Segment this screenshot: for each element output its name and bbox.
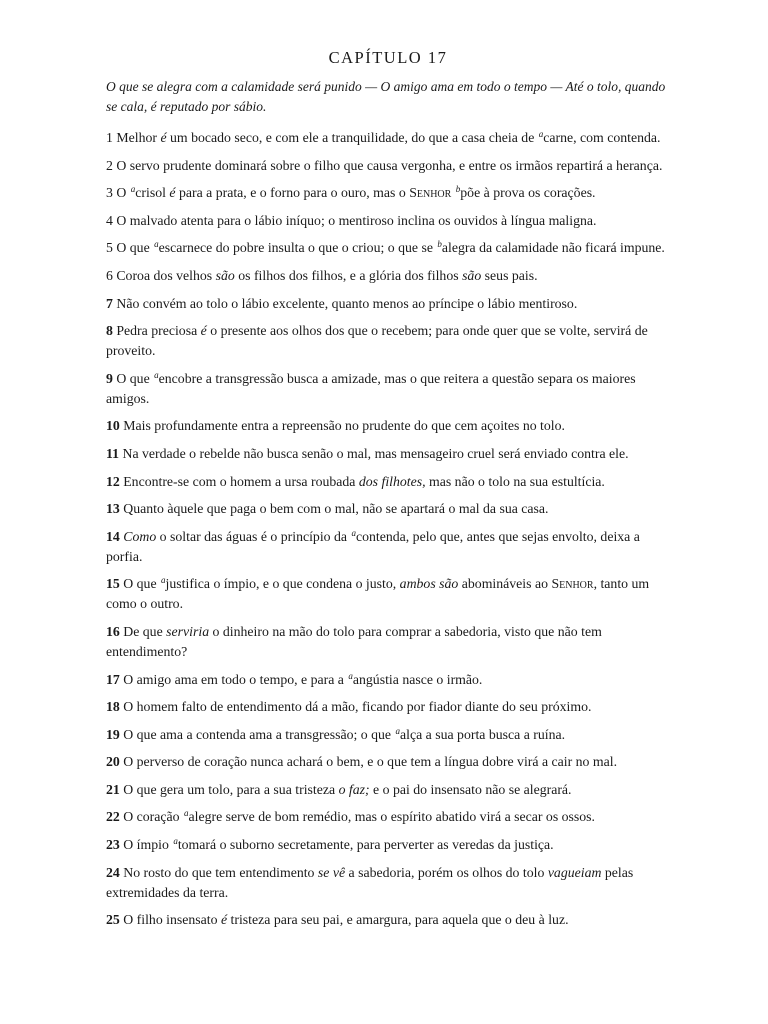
verse-text: Encontre-se com o homem a ursa roubada — [123, 473, 359, 489]
verse-text: escarnece do pobre insulta o que o criou; o que se — [158, 240, 437, 256]
footnote-marker: b — [455, 184, 461, 195]
verse-text: O que — [116, 240, 154, 256]
footnote-marker: a — [130, 184, 136, 195]
verse-number: 14 — [106, 528, 120, 544]
verse — [106, 416, 670, 436]
verse-text: alegre serve de bom remédio, mas o espírito abatido virá a secar os ossos. — [188, 809, 595, 825]
verse-italic-text: são — [215, 267, 235, 283]
verse-text: mas não o tolo na sua estultícia. — [425, 473, 605, 489]
verse — [106, 670, 670, 690]
verse-italic-text: é — [220, 912, 228, 928]
footnote-marker: a — [351, 527, 356, 538]
verse-text: De que — [123, 623, 167, 639]
verse-number: 1 — [106, 130, 113, 145]
verse — [106, 211, 670, 231]
verse-number: 10 — [106, 418, 120, 434]
verse-text: O filho insensato — [123, 912, 221, 928]
verse-smallcaps-text: Senhor — [409, 185, 452, 201]
verse — [106, 807, 670, 827]
verse-text: para a prata, e o forno para o ouro, mas o — [175, 185, 410, 201]
verse-number: 20 — [106, 754, 120, 770]
verse-number: 12 — [106, 473, 120, 489]
verse-number: 13 — [106, 501, 120, 517]
verse-text: tristeza para seu pai, e amargura, para aquela que o deu à luz. — [227, 912, 569, 928]
verse-text: Melhor — [116, 130, 161, 145]
verse-text: Não convém ao tolo o lábio excelente, quanto menos ao príncipe o lábio mentiroso. — [116, 295, 578, 311]
verse-text: O que gera um tolo, para a sua tristeza — [123, 781, 339, 797]
footnote-marker: a — [154, 239, 159, 250]
verse — [106, 752, 670, 772]
verse-text: O que — [116, 370, 154, 386]
verse-text: justifica o ímpio, e o que condena o justo, — [165, 576, 400, 592]
verse-text: angústia nasce o irmão. — [352, 671, 483, 687]
verse-text: e o pai do insensato não se alegrará. — [369, 781, 572, 797]
verse-number: 22 — [106, 809, 120, 825]
verse-italic-text: é — [200, 323, 207, 339]
verse — [106, 499, 670, 519]
verse-number: 11 — [106, 445, 120, 461]
verse-text: os filhos dos filhos, e a glória dos filhos — [234, 267, 463, 283]
verse-text: O perverso de coração nunca achará o bem, e o que tem a língua dobre virá a cair no mal. — [123, 754, 618, 770]
verse-text: Mais profundamente entra a repreensão no prudente do que cem açoites no tolo. — [123, 418, 565, 434]
verse — [106, 472, 670, 492]
verse-number: 17 — [106, 671, 120, 687]
footnote-marker: a — [348, 670, 353, 681]
verse-number: 21 — [106, 781, 120, 797]
verse-text: O que ama a contenda ama a transgressão; o que — [123, 726, 395, 742]
verse-number: 16 — [106, 623, 120, 639]
verse — [106, 527, 670, 567]
footnote-marker: a — [395, 725, 400, 736]
footnote-marker: a — [161, 575, 166, 586]
verse — [106, 835, 670, 855]
verse-text: No rosto do que tem entendimento — [123, 864, 318, 880]
verse — [106, 183, 670, 203]
verse-number: 15 — [106, 576, 120, 592]
chapter-summary: O que se alegra com a calamidade será punido — O amigo ama em todo o tempo — Até o tolo, quando se cala, é reputado por sábio. — [106, 79, 666, 114]
verse-text: Pedra preciosa — [116, 323, 201, 339]
verse-text: a sabedoria, porém os olhos do tolo — [345, 864, 548, 880]
verse-text: O que — [123, 576, 161, 592]
verse-text: o soltar das águas é o princípio da — [156, 528, 351, 544]
verse — [106, 622, 670, 662]
verse — [106, 369, 670, 409]
verse-text: O malvado atenta para o lábio iníquo; o mentiroso inclina os ouvidos à língua maligna. — [116, 212, 597, 228]
verse-italic-text: o faz; — [338, 781, 370, 797]
verse-number: 5 — [106, 240, 113, 256]
verse-text — [451, 185, 454, 200]
verse-text: alça a sua porta busca a ruína. — [399, 726, 566, 742]
verse-number: 23 — [106, 837, 120, 853]
verse — [106, 266, 670, 286]
verse-italic-text: vagueiam — [547, 864, 602, 880]
footnote-marker: a — [154, 369, 159, 380]
verse-number: 25 — [106, 912, 120, 928]
verse-italic-text: são — [462, 267, 482, 283]
verse-text: O — [116, 185, 130, 201]
verse-text: um bocado seco, e com ele a tranquilidade, do que a casa cheia de — [166, 130, 538, 145]
verse-text: O ímpio — [123, 837, 173, 853]
verse-number: 6 — [106, 267, 113, 283]
verse-number: 8 — [106, 323, 113, 339]
verse-text: o presente aos olhos dos que o recebem; para onde quer que se volte, servirá de proveito. — [106, 323, 648, 359]
verse-smallcaps-text: Senhor — [551, 576, 594, 592]
footnote-marker: a — [538, 129, 544, 139]
verse-text: o dinheiro na mão do tolo para comprar a sabedoria, visto que não tem entendimento? — [106, 623, 602, 659]
verse-text: Coroa dos velhos — [116, 267, 216, 283]
verse-text: seus pais. — [481, 267, 538, 283]
verse-text: O coração — [123, 809, 183, 825]
footnote-marker: a — [184, 808, 189, 819]
verse-text: abomináveis ao — [458, 576, 552, 592]
verse-text: pelas extremidades da terra. — [106, 864, 634, 900]
verse-number: 3 — [106, 185, 113, 201]
verse-text: crisol — [135, 185, 170, 201]
footnote-marker: b — [437, 239, 442, 250]
verse-italic-text: ambos são — [399, 576, 459, 592]
verse — [106, 128, 670, 148]
verse — [106, 780, 670, 800]
verse-text: Na verdade o rebelde não busca senão o mal, mas mensageiro cruel será enviado contra ele. — [122, 445, 629, 461]
verse — [106, 725, 670, 745]
verse — [106, 444, 670, 464]
verse — [106, 697, 670, 717]
verse-italic-text: dos filhotes, — [358, 473, 426, 489]
verse-italic-text: se vê — [317, 864, 346, 880]
verse — [106, 238, 670, 258]
verse-italic-text: Como — [123, 528, 157, 544]
verse-text: O homem falto de entendimento dá a mão, ficando por fiador diante do seu próximo. — [123, 699, 592, 715]
verse — [106, 863, 670, 903]
verse-italic-text: é — [160, 130, 167, 145]
verse-text: tomará o suborno secretamente, para perverter as veredas da justiça. — [177, 837, 554, 853]
verse-italic-text: é — [169, 185, 176, 201]
verse-text: , tanto um como o outro. — [106, 576, 650, 612]
verse-text: encobre a transgressão busca a amizade, mas o que reitera a questão separa os maiores amigos. — [106, 370, 636, 406]
verse-italic-text: serviria — [166, 623, 210, 639]
verse-number: 19 — [106, 726, 120, 742]
verse — [106, 156, 670, 176]
verse-text: contenda, pelo que, antes que sejas envolto, deixa a porfia. — [106, 528, 640, 564]
verse-text: carne, com contenda. — [543, 130, 661, 145]
verse-text: alegra da calamidade não ficará impune. — [441, 240, 665, 256]
verse-list — [106, 128, 670, 930]
verse-text: O amigo ama em todo o tempo, e para a — [123, 671, 348, 687]
chapter-title: CAPÍTULO 17 — [328, 48, 448, 67]
verse — [106, 574, 670, 614]
verse — [106, 910, 670, 930]
verse-number: 9 — [106, 370, 113, 386]
verse-number: 18 — [106, 699, 120, 715]
verse-number: 7 — [106, 295, 113, 311]
verse-number: 2 — [106, 157, 113, 173]
verse-number: 24 — [106, 864, 120, 880]
verse — [106, 294, 670, 314]
verse-text: põe à prova os corações. — [460, 185, 596, 201]
verse-number: 4 — [106, 212, 113, 228]
verse-text: Quanto àquele que paga o bem com o mal, não se apartará o mal da sua casa. — [123, 501, 549, 517]
footnote-marker: a — [173, 836, 178, 847]
verse-text: O servo prudente dominará sobre o filho que causa vergonha, e entre os irmãos repartirá a herança. — [116, 157, 663, 173]
verse — [106, 321, 670, 361]
